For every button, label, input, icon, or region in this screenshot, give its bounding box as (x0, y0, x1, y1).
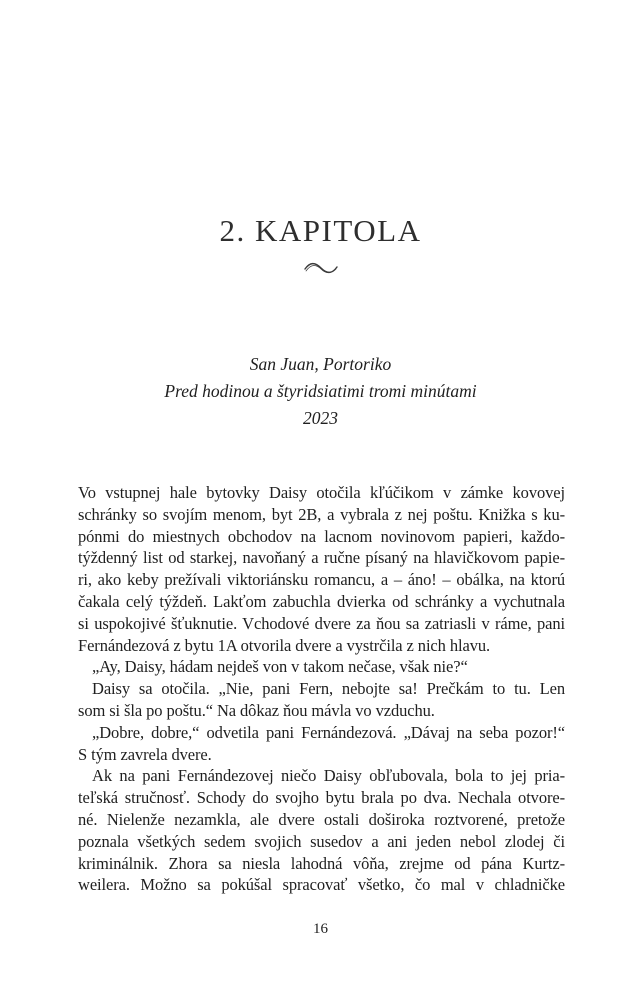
text-line: teľská stručnosť. Schody do svojho bytu brala po dva. Nechala otvore- (78, 788, 565, 808)
paragraph (78, 722, 565, 766)
text-line: čakala celý týždeň. Lakťom zabuchla dvierka od schránky a vychutnala (78, 591, 565, 611)
scene-time: Pred hodinou a štyridsiatimi tromi minútami (164, 381, 477, 401)
text-line: kriminálnik. Zhora sa niesla lahodná vôňa, zrejme od pána Kurtz- (78, 853, 565, 873)
paragraph (78, 678, 565, 722)
page-number: 16 (313, 921, 328, 937)
text-line: si uspokojivé šťuknutie. Vchodové dvere za ňou sa zatriasli v ráme, pani (78, 613, 565, 633)
text-line: „Ay, Daisy, hádam nejdeš von v takom nečase, však nie?“ (92, 657, 468, 677)
text-line: som si šla po poštu.“ Na dôkaz ňou mávla vo vzduchu. (78, 700, 435, 720)
text-line: pónmi do miestnych obchodov na lacnom novinovom papieri, každo- (78, 526, 565, 546)
text-line: S tým zavrela dvere. (78, 744, 212, 764)
scene-location: San Juan, Portoriko (249, 354, 392, 374)
text-line: né. Nielenže nezamkla, ale dvere ostali doširoka roztvorené, pretože (78, 809, 565, 829)
ornament-container (0, 256, 641, 280)
text-line: Vo vstupnej hale bytovky Daisy otočila kľúčikom v zámke kovovej (78, 483, 565, 502)
text-line: poznala všetkých sedem svojich susedov a ani jeden nebol zlodej či (78, 831, 565, 851)
text-line: schránky so svojím menom, byt 2B, a vybrala z nej poštu. Knižka s ku- (78, 504, 565, 524)
paragraph (78, 765, 565, 896)
paragraph (78, 482, 565, 656)
scene-header (0, 351, 641, 432)
body-text (78, 482, 565, 896)
text-line: „Dobre, dobre,“ odvetila pani Fernándezová. „Dávaj na seba pozor!“ (92, 722, 565, 742)
tilde-swash-icon (302, 259, 340, 276)
text-line: Fernándezová z bytu 1A otvorila dvere a vystrčila z nich hlavu. (78, 635, 491, 655)
text-line: weilera. Možno sa pokúšal spracovať všetko, čo mal v chladničke (78, 875, 565, 895)
text-line: ri, ako keby prežívali viktoriánsku romancu, a – áno! – obálka, na ktorú (78, 570, 565, 590)
text-line: Daisy sa otočila. „Nie, pani Fern, nebojte sa! Prečkám to tu. Len (92, 679, 565, 699)
paragraph (78, 656, 565, 678)
text-line: týždenný list od starkej, navoňaný a ručne písaný na hlavičkovom papie- (78, 548, 565, 568)
text-line: Ak na pani Fernándezovej niečo Daisy obľubovala, bola to jej pria- (92, 766, 565, 786)
chapter-title: 2. KAPITOLA (219, 213, 422, 248)
scene-year: 2023 (303, 408, 338, 428)
